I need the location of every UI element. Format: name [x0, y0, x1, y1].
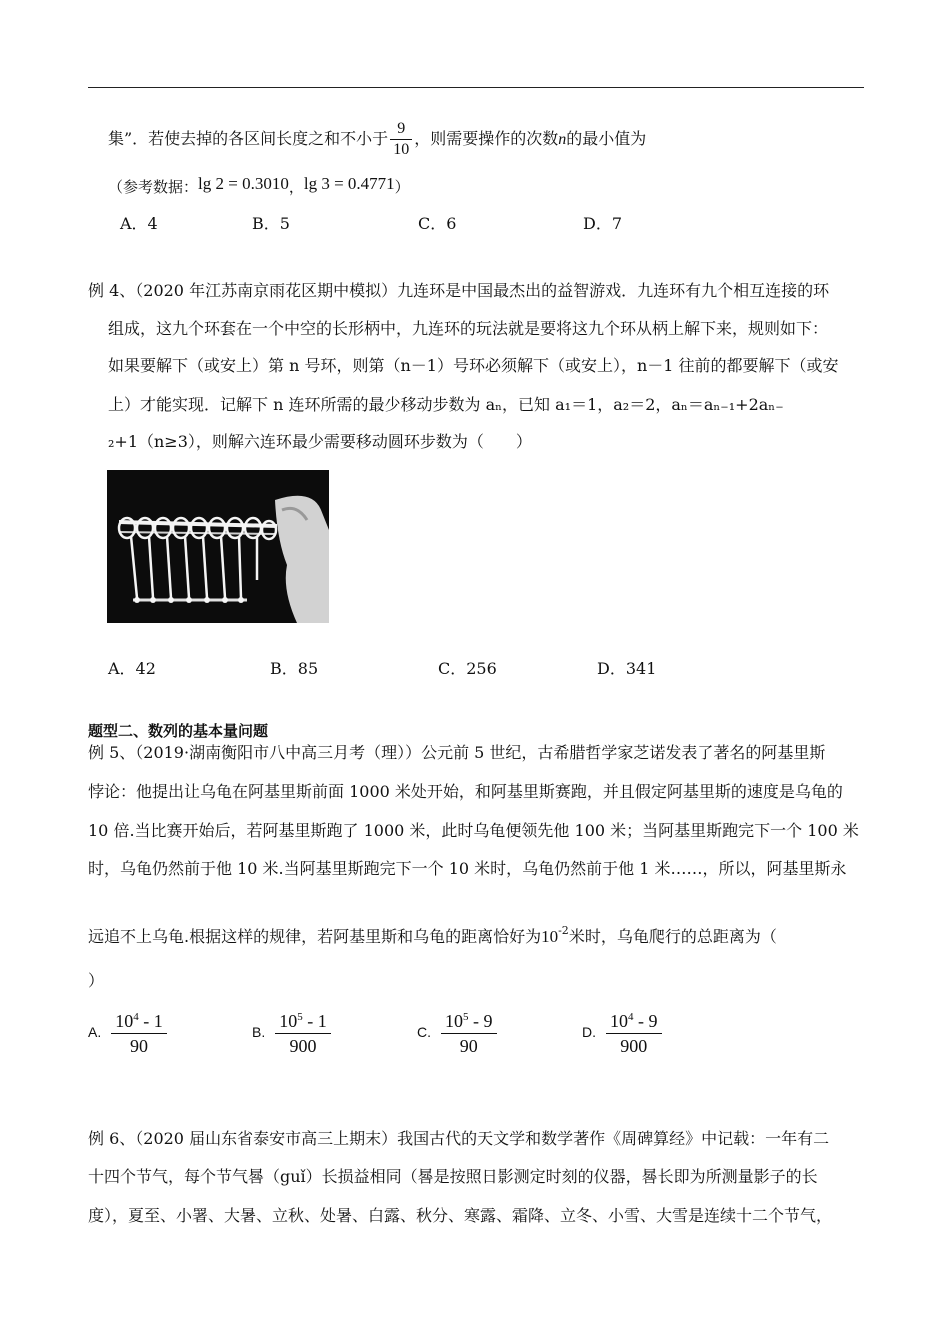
q4-option-c[interactable]: C．256: [438, 659, 497, 678]
q3-text-before: 集”．若使去掉的各区间长度之和不小于: [108, 129, 389, 148]
q4-line-1: 例 4、（2020 年江苏南京雨花区期中模拟）九连环是中国最杰出的益智游戏．九连环有九个相互连接的环: [88, 281, 830, 300]
q5-line-3: 10 倍.当比赛开始后，若阿基里斯跑了 1000 米，此时乌龟便领先他 100 米；当阿基里斯跑完下一个 100 米: [88, 821, 859, 840]
q5-option-d-fraction: $\frac{10^4 - 9}{900}$: [606, 1005, 662, 1058]
q3-option-a[interactable]: A．4: [120, 214, 158, 233]
nine-linked-rings-photo: [107, 470, 329, 623]
q3-reference-data: （参考数据：lg 2 = 0.3010，lg 3 = 0.4771）: [108, 174, 410, 196]
q4-option-b[interactable]: B．85: [270, 659, 319, 678]
q5-option-a[interactable]: A. $\frac{10^4 - 1}{90}$: [88, 1005, 169, 1058]
q3-stem: 集”．若使去掉的各区间长度之和不小于 $\frac{9}{10}$ ，则需要操作的次数n的最小值为: [108, 120, 647, 158]
header-rule: [88, 87, 864, 88]
q5-option-b-fraction: $\frac{10^5 - 1}{900}$: [275, 1005, 331, 1058]
q5-line-1: 例 5、（2019·湖南衡阳市八中高三月考（理））公元前 5 世纪，古希腊哲学家芝诺发表了著名的阿基里斯: [88, 743, 826, 762]
q5-option-b[interactable]: B. $\frac{10^5 - 1}{900}$: [252, 1005, 333, 1058]
q4-line-4: 上）才能实现．记解下 n 连环所需的最少移动步数为 aₙ，已知 a₁＝1，a₂＝2，aₙ＝aₙ₋₁+2aₙ₋: [108, 395, 784, 414]
q3-option-d[interactable]: D．7: [583, 214, 623, 233]
q4-option-d[interactable]: D．341: [597, 659, 657, 678]
q4-option-a[interactable]: A．42: [108, 659, 156, 678]
q6-line-1: 例 6、（2020 届山东省泰安市高三上期末）我国古代的天文学和数学著作《周碑算经》中记载：一年有二: [88, 1129, 830, 1148]
q6-line-2: 十四个节气，每个节气晷（guǐ）长损益相同（晷是按照日影测定时刻的仪器，晷长即为所测量影子的长: [88, 1167, 818, 1186]
q4-line-2: 组成，这九个环套在一个中空的长形柄中，九连环的玩法就是要将这九个环从柄上解下来，规则如下：: [108, 319, 829, 338]
q6-line-3: 度），夏至、小署、大暑、立秋、处暑、白露、秋分、寒露、霜降、立冬、小雪、大雪是连续十二个节气，: [88, 1206, 833, 1225]
q5-line-2: 悖论：他提出让乌龟在阿基里斯前面 1000 米处开始，和阿基里斯赛跑，并且假定阿基里斯的速度是乌龟的: [88, 782, 843, 801]
q5-line-4: 时，乌龟仍然前于他 10 米.当阿基里斯跑完下一个 10 米时，乌龟仍然前于他 1 米……，所以，阿基里斯永: [88, 859, 847, 878]
rings-illustration: [107, 470, 329, 623]
section-title: 题型二、数列的基本量问题: [88, 722, 269, 740]
q4-line-5: ₂+1（n≥3），则解六连环最少需要移动圆环步数为（ ）: [108, 432, 532, 451]
q5-line-5: 远追不上乌龟.根据这样的规律，若阿基里斯和乌龟的距离恰好为$10^{-2}$米时，乌龟爬行的总距离为（: [88, 924, 777, 946]
q5-option-d[interactable]: D. $\frac{10^4 - 9}{900}$: [582, 1005, 664, 1058]
q3-option-b[interactable]: B．5: [252, 214, 290, 233]
q5-option-a-fraction: $\frac{10^4 - 1}{90}$: [111, 1005, 167, 1058]
q3-fraction: $\frac{9}{10}$: [390, 119, 412, 160]
q5-line-6: ）: [88, 971, 105, 990]
q3-option-c[interactable]: C．6: [418, 214, 457, 233]
q5-option-c-fraction: $\frac{10^5 - 9}{90}$: [441, 1005, 497, 1058]
q5-option-c[interactable]: C. $\frac{10^5 - 9}{90}$: [417, 1005, 499, 1058]
q4-line-3: 如果要解下（或安上）第 n 号环，则第（n－1）号环必须解下（或安上），n－1 往前的都要解下（或安: [108, 356, 839, 375]
